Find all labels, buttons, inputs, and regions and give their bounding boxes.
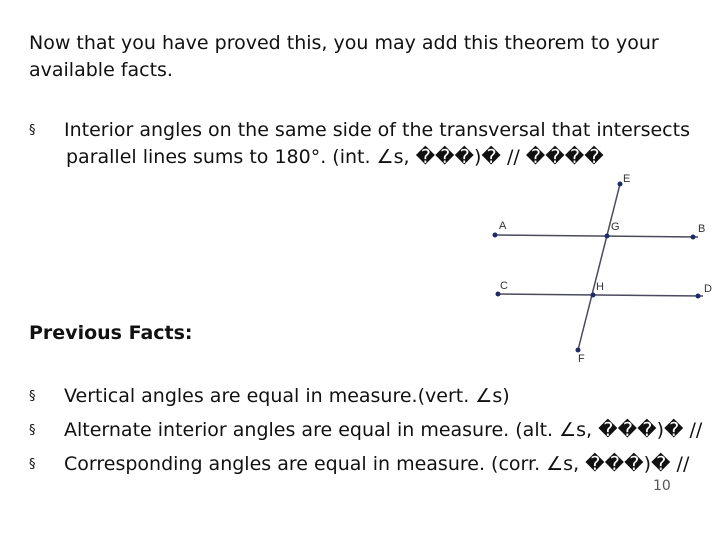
page-number: 10 [653, 478, 671, 494]
point-c [496, 292, 501, 297]
theorem-line-2: parallel lines sums to 180°. (int. ∠s, ���)� // ���� [66, 146, 604, 168]
theorem-line-1: Interior angles on the same side of the transversal that intersects [64, 119, 690, 141]
intro-text: Now that you have proved this, you may add this theorem to your available facts. [29, 32, 659, 81]
point-b [691, 235, 696, 240]
point-e [618, 182, 623, 187]
line-ab [495, 235, 698, 237]
previous-facts-heading: Previous Facts: [29, 322, 193, 344]
label-f: F [578, 353, 585, 365]
label-h: H [596, 281, 604, 293]
point-a [493, 233, 498, 238]
bullet-icon: § [29, 123, 36, 138]
point-d [696, 294, 701, 299]
label-c: C [500, 280, 508, 292]
label-e: E [623, 173, 631, 185]
label-a: A [499, 220, 507, 232]
parallel-lines-diagram [470, 165, 720, 370]
fact-text: Corresponding angles are equal in measure. (corr. ∠s, ���)� // [64, 453, 690, 475]
point-f [576, 348, 581, 353]
point-g [605, 234, 610, 239]
bullet-icon: § [29, 457, 36, 472]
transversal-ef [578, 184, 620, 350]
fact-text: Alternate interior angles are equal in measure. (alt. ∠s, ���)� // [64, 419, 703, 441]
label-d: D [704, 283, 712, 295]
fact-text: Vertical angles are equal in measure.(vert. ∠s) [64, 385, 510, 407]
label-b: B [698, 223, 706, 235]
bullet-icon: § [29, 423, 36, 438]
bullet-icon: § [29, 389, 36, 404]
point-h [591, 293, 596, 298]
line-cd [498, 294, 703, 296]
label-g: G [611, 221, 620, 233]
